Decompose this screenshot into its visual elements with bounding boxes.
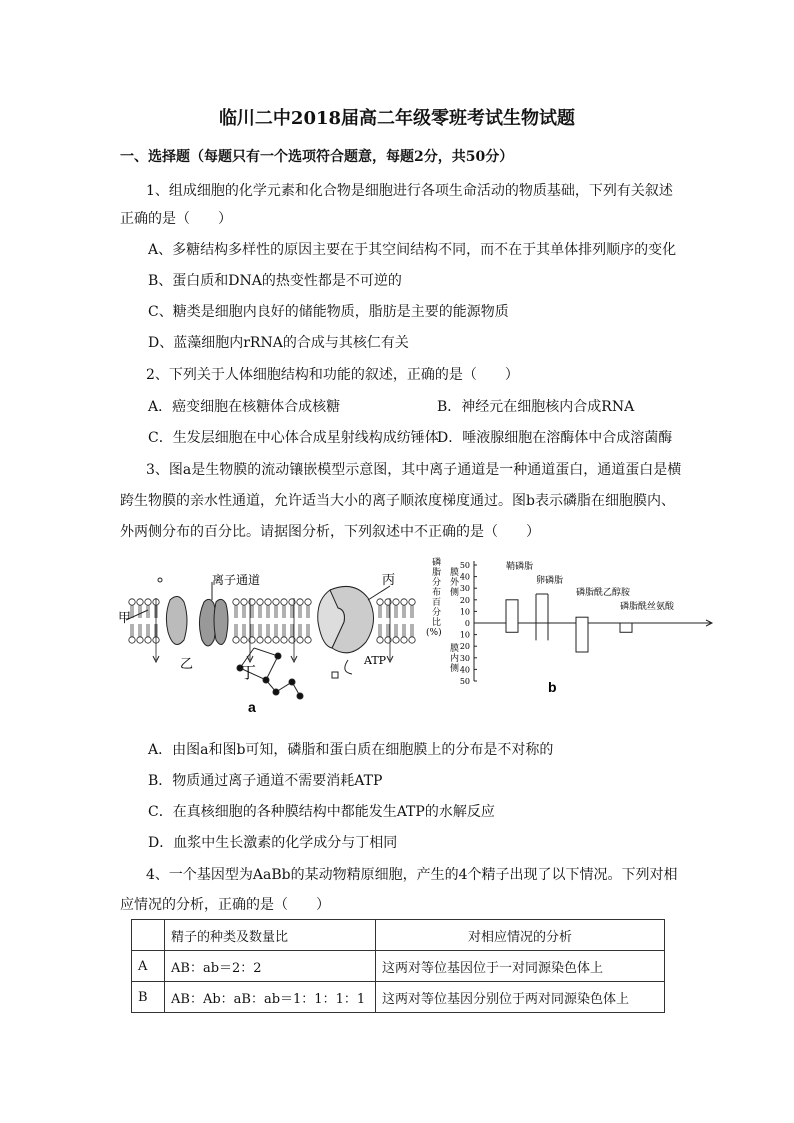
lipid-head	[297, 599, 303, 605]
table-row	[132, 982, 665, 1013]
page-title: 临川二中2018届高二年级零班考试生物试题	[218, 108, 576, 129]
lipid-head	[137, 637, 143, 643]
lipid-head	[273, 637, 279, 643]
table-cell: B	[132, 982, 165, 1013]
table-header-cell: 对相应情况的分析	[376, 920, 665, 951]
q3-stem-line3: 外两侧分布的百分比。请据图分析，下列叙述中不正确的是（ ）	[120, 524, 540, 540]
q3-option-a: A．由图a和图b可知，磷脂和蛋白质在细胞膜上的分布是不对称的	[148, 742, 554, 758]
category-label: 卵磷脂	[536, 576, 564, 586]
lipid-head	[297, 637, 303, 643]
y-tick-label: 20	[459, 642, 470, 652]
q1-option-d: D、蓝藻细胞内rRNA的合成与其核仁有关	[148, 335, 409, 351]
q4-stem-line2: 应情况的分析，正确的是（ ）	[120, 897, 330, 913]
lipid-head	[305, 599, 311, 605]
table-row	[132, 951, 665, 982]
figure-b-chart	[420, 555, 720, 700]
outer-side-label: 膜外侧	[450, 568, 460, 598]
y-tick-label: 30	[459, 653, 470, 663]
table-header-cell	[132, 920, 165, 951]
category-label: 磷脂酰丝氨酸	[620, 602, 675, 612]
lipid-head	[273, 599, 279, 605]
table-header-row	[132, 920, 665, 951]
y-tick-label: 0	[464, 619, 470, 628]
q2-option-a: A．癌变细胞在核糖体合成核糖	[148, 399, 341, 415]
figure-a-label: a	[248, 699, 256, 715]
lipid-head	[233, 599, 239, 605]
y-tick-label: 30	[459, 584, 470, 594]
q3-option-d: D．血浆中生长激素的化学成分与丁相同	[148, 835, 398, 851]
protein-yi	[166, 596, 187, 644]
table-cell: AB：Ab：aB：ab＝1：1：1：1	[165, 982, 376, 1013]
q2-option-d: D．唾液腺细胞在溶酶体中合成溶菌酶	[437, 430, 673, 446]
label-atp: ATP	[364, 654, 387, 667]
lipid-head	[401, 599, 407, 605]
table-header-cell: 精子的种类及数量比	[165, 920, 376, 951]
y-tick-label: 50	[459, 561, 470, 570]
lipid-head	[281, 599, 287, 605]
y-tick-label: 40	[459, 572, 470, 582]
lipid-head	[233, 637, 239, 643]
q1-option-c: C、糖类是细胞内良好的储能物质，脂肪是主要的能源物质	[148, 304, 509, 320]
lipid-head	[265, 637, 271, 643]
q2-stem: 2、下列关于人体细胞结构和功能的叙述，正确的是（ ）	[146, 367, 519, 383]
lipid-head	[265, 599, 271, 605]
lipid-head	[129, 599, 135, 605]
table-cell: AB：ab＝2：2	[165, 951, 376, 982]
category-label: 磷脂酰乙醇胺	[576, 588, 631, 598]
y-tick-label: 10	[459, 630, 470, 640]
lipid-head	[137, 599, 143, 605]
q1-option-a: A、多糖结构多样性的原因主要在于其空间结构不同，而不在于其单体排列顺序的变化	[148, 242, 677, 258]
label-yi: 乙	[180, 657, 194, 672]
bar	[576, 617, 588, 652]
lipid-head	[393, 637, 399, 643]
q1-option-b: B、蛋白质和DNA的热变性都是不可逆的	[148, 273, 402, 289]
table-cell: 这两对等位基因位于一对同源染色体上	[376, 951, 665, 982]
lipid-head	[409, 599, 415, 605]
lipid-head	[409, 637, 415, 643]
q3-option-c: C．在真核细胞的各种膜结构中都能发生ATP的水解反应	[148, 804, 495, 820]
table-cell: A	[132, 951, 165, 982]
y-tick-label: 10	[459, 607, 470, 617]
q2-option-c: C．生发层细胞在中心体合成星射线构成纺锤体	[148, 430, 439, 446]
chart-ylabel: 磷脂分布百分比(%)	[426, 558, 442, 638]
lipid-head	[129, 637, 135, 643]
lipid-head	[241, 599, 247, 605]
q1-stem-line1: 1、组成细胞的化学元素和化合物是细胞进行各项生命活动的物质基础，下列有关叙述	[146, 183, 673, 199]
lipid-head	[257, 599, 263, 605]
lipid-head	[377, 637, 383, 643]
y-tick-label: 20	[459, 595, 470, 605]
lipid-head	[257, 637, 263, 643]
table-cell: 这两对等位基因分别位于两对同源染色体上	[376, 982, 665, 1013]
lipid-head	[377, 599, 383, 605]
q4-stem-line1: 4、一个基因型为AaBb的某动物精原细胞，产生的4个精子出现了以下情况。下列对相	[146, 867, 678, 883]
category-label: 鞘磷脂	[506, 562, 534, 572]
bar	[620, 623, 632, 632]
ion-channel-left	[199, 599, 216, 646]
q3-stem-line1: 3、图a是生物膜的流动镶嵌模型示意图，其中离子通道是一种通道蛋白，通道蛋白是横	[146, 462, 682, 478]
label-ding: 丁	[240, 663, 257, 682]
inner-side-label: 膜内侧	[450, 644, 460, 674]
figure-b-label: b	[548, 679, 557, 695]
ion-channel-right	[214, 599, 228, 644]
q2-option-b: B．神经元在细胞核内合成RNA	[437, 399, 635, 415]
figure-a-membrane-model	[118, 560, 418, 720]
lipid-head	[281, 637, 287, 643]
glycocalyx-dot	[158, 578, 162, 582]
pointer-bing	[368, 586, 390, 600]
lipid-head	[145, 637, 151, 643]
atp-arrow	[345, 660, 352, 674]
lipid-head	[393, 599, 399, 605]
q3-stem-line2: 跨生物膜的亲水性通道，允许适当大小的离子顺浓度梯度通过。图b表示磷脂在细胞膜内、	[120, 493, 675, 509]
q4-table	[131, 919, 665, 1013]
y-tick-label: 40	[459, 665, 470, 675]
q1-stem-line2: 正确的是（ ）	[120, 211, 232, 227]
label-ion-channel: 离子通道	[212, 573, 261, 587]
bar	[506, 600, 518, 632]
chart-plot	[460, 560, 712, 686]
q3-option-b: B．物质通过离子通道不需要消耗ATP	[148, 773, 383, 789]
atp-square	[332, 672, 338, 678]
lipid-head	[401, 637, 407, 643]
label-bing: 丙	[382, 573, 396, 588]
lipid-head	[241, 637, 247, 643]
lipid-head	[305, 637, 311, 643]
y-tick-label: 50	[459, 677, 470, 686]
section-heading: 一、选择题（每题只有一个选项符合题意，每题2分，共50分）	[120, 149, 514, 165]
lipid-head	[145, 599, 151, 605]
label-jia: 甲	[118, 611, 132, 626]
